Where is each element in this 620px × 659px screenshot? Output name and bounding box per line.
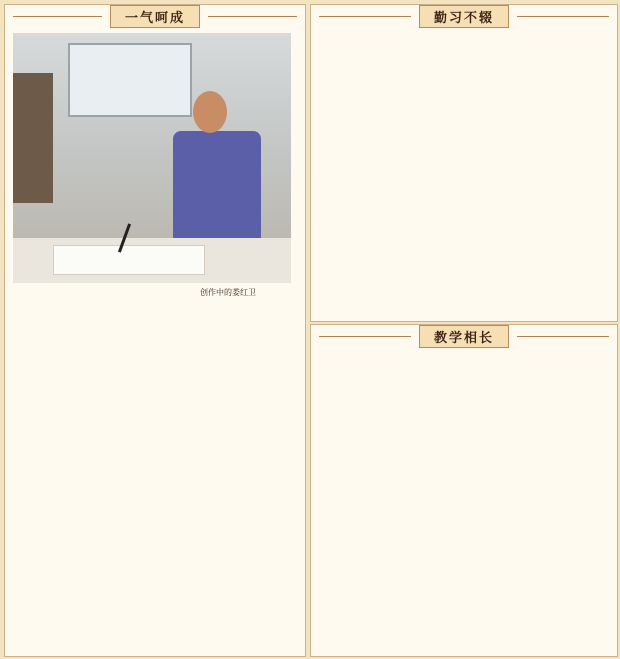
section-title-top-right: 勤习不辍 bbox=[419, 5, 509, 28]
article-left-panel bbox=[4, 4, 306, 657]
section-header-bottom-right bbox=[311, 325, 617, 347]
photo-caption: 创作中的娄红卫 bbox=[200, 288, 256, 297]
header-rule bbox=[517, 16, 609, 17]
section-header-left bbox=[5, 5, 305, 27]
header-rule bbox=[208, 16, 297, 17]
header-rule bbox=[319, 16, 411, 17]
article-column bbox=[467, 37, 609, 315]
article-top-right-panel bbox=[310, 4, 618, 322]
header-rule bbox=[517, 336, 609, 337]
photo-window bbox=[68, 43, 192, 117]
article-column bbox=[157, 305, 295, 650]
article-bottom-right-panel bbox=[310, 324, 618, 657]
article-column bbox=[13, 305, 149, 650]
section-header-top-right bbox=[311, 5, 617, 27]
artist-photo bbox=[13, 33, 291, 283]
photo-paper bbox=[53, 245, 205, 275]
section-title-left: 一气呵成 bbox=[110, 5, 200, 28]
article-column bbox=[319, 353, 459, 649]
article-column bbox=[319, 37, 459, 315]
photo-shelf bbox=[13, 73, 53, 203]
photo-person-head bbox=[193, 91, 227, 133]
article-column bbox=[467, 353, 609, 649]
section-title-bottom-right: 教学相长 bbox=[419, 325, 509, 348]
header-rule bbox=[319, 336, 411, 337]
header-rule bbox=[13, 16, 102, 17]
